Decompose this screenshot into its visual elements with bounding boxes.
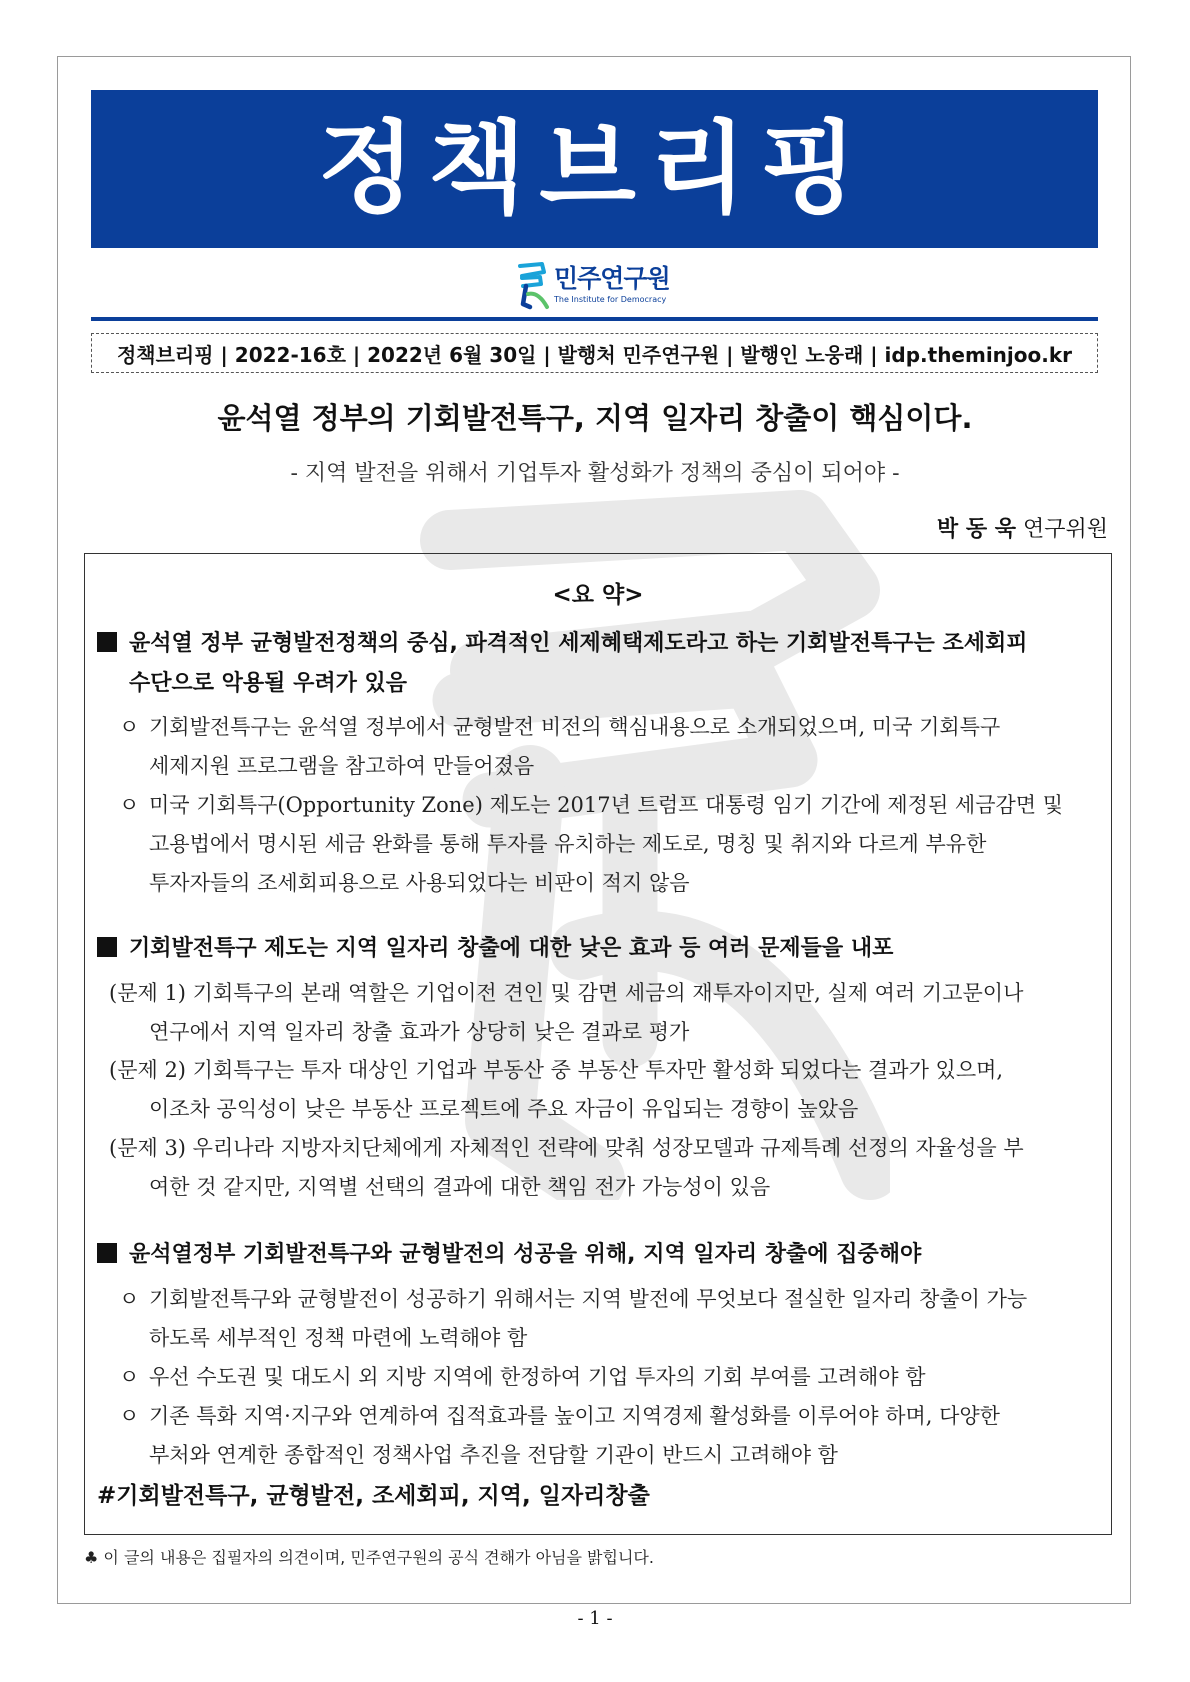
bullet-item: ㅇ 미국 기회특구(Opportunity Zone) 제도는 2017년 트럼프 대통령 임기 기간에 제정된 세금감면 및 고용법에서 명시된 세금 완화를 통해 투자를 유치하는 제도로, 명칭 및 취지와 다르게 부유한 투자자들의 조세회피용으로 사용되었다는 비판이 적지 않음 bbox=[119, 786, 1093, 903]
circle-bullet-icon: ㅇ bbox=[119, 1287, 140, 1311]
summary-box bbox=[84, 553, 1112, 1535]
square-bullet-icon bbox=[97, 1243, 117, 1263]
header-banner bbox=[91, 90, 1098, 248]
article-title: 윤석열 정부의 기회발전특구, 지역 일자리 창출이 핵심이다. bbox=[217, 401, 973, 435]
logo-mark-icon bbox=[514, 260, 550, 310]
author-name: 박 동 욱 bbox=[936, 517, 1016, 542]
logo-name: 민주연구원 bbox=[554, 264, 670, 294]
bullet-item: ㅇ 기회발전특구와 균형발전이 성공하기 위해서는 지역 발전에 무엇보다 절실한 일자리 창출이 가능 하도록 세부적인 정책 마련에 노력해야 함 bbox=[119, 1280, 1093, 1358]
square-bullet-icon bbox=[97, 937, 117, 957]
disclaimer: ♣ 이 글의 내용은 집필자의 의견이며, 민주연구원의 공식 견해가 아님을 밝힙니다. bbox=[84, 1548, 654, 1567]
square-bullet-icon bbox=[97, 632, 117, 652]
institute-logo bbox=[514, 260, 670, 310]
author-line bbox=[937, 512, 1108, 543]
problem-item: (문제 2) 기회특구는 투자 대상인 기업과 부동산 중 부동산 투자만 활성화 되었다는 결과가 있으며, 이조차 공익성이 낮은 부동산 프로젝트에 주요 자금이 유입되는 경향이 높았음 bbox=[109, 1058, 1004, 1121]
bullet-item: ㅇ 기존 특화 지역·지구와 연계하여 집적효과를 높이고 지역경제 활성화를 이루어야 하며, 다양한 부처와 연계한 종합적인 정책사업 추진을 전담할 기관이 반드시 고려해야 함 bbox=[119, 1397, 1093, 1475]
hashtags: #기회발전특구, 균형발전, 조세회피, 지역, 일자리창출 bbox=[97, 1483, 650, 1509]
section-heading: 윤석열 정부 균형발전정책의 중심, 파격적인 세제혜택제도라고 하는 기회발전특구는 조세회피 수단으로 악용될 우려가 있음 bbox=[97, 624, 1027, 704]
circle-bullet-icon: ㅇ bbox=[119, 1365, 140, 1389]
header-rule bbox=[91, 317, 1098, 321]
problem-item: (문제 3) 우리나라 지방자치단체에게 자체적인 전략에 맞춰 성장모델과 규제특례 선정의 자율성을 부 여한 것 같지만, 지역별 선택의 결과에 대한 책임 전가 가능성이 있음 bbox=[109, 1136, 1024, 1199]
bullet-item: ㅇ 기회발전특구는 윤석열 정부에서 균형발전 비전의 핵심내용으로 소개되었으며, 미국 기회특구 세제지원 프로그램을 참고하여 만들어졌음 bbox=[119, 708, 1093, 786]
problem-item: (문제 1) 기회특구의 본래 역할은 기업이전 견인 및 감면 세금의 재투자이지만, 실제 여러 기고문이나 연구에서 지역 일자리 창출 효과가 상당히 낮은 결과로 평가 bbox=[109, 981, 1024, 1044]
article-subtitle: - 지역 발전을 위해서 기업투자 활성화가 정책의 중심이 되어야 - bbox=[290, 461, 900, 486]
page-number: - 1 - bbox=[577, 1608, 613, 1629]
summary-title: <요 약> bbox=[552, 582, 644, 608]
circle-bullet-icon: ㅇ bbox=[119, 793, 140, 817]
section-heading: 기회발전특구 제도는 지역 일자리 창출에 대한 낮은 효과 등 여러 문제들을 내포 bbox=[97, 929, 893, 969]
author-role: 연구위원 bbox=[1022, 517, 1108, 542]
banner-title: 정책브리핑 bbox=[318, 110, 871, 227]
logo-subtitle: The Institute for Democracy bbox=[554, 294, 667, 304]
bullet-item: ㅇ 우선 수도권 및 대도시 외 지방 지역에 한정하여 기업 투자의 기회 부여를 고려해야 함 bbox=[119, 1358, 1093, 1397]
circle-bullet-icon: ㅇ bbox=[119, 715, 140, 739]
publication-meta bbox=[91, 333, 1098, 373]
section-heading: 윤석열정부 기회발전특구와 균형발전의 성공을 위해, 지역 일자리 창출에 집중해야 bbox=[97, 1235, 921, 1275]
publication-meta-text: 정책브리핑 | 2022-16호 | 2022년 6월 30일 | 발행처 민주연구원 | 발행인 노웅래 | idp.theminjoo.kr bbox=[116, 342, 1073, 367]
circle-bullet-icon: ㅇ bbox=[119, 1404, 140, 1428]
